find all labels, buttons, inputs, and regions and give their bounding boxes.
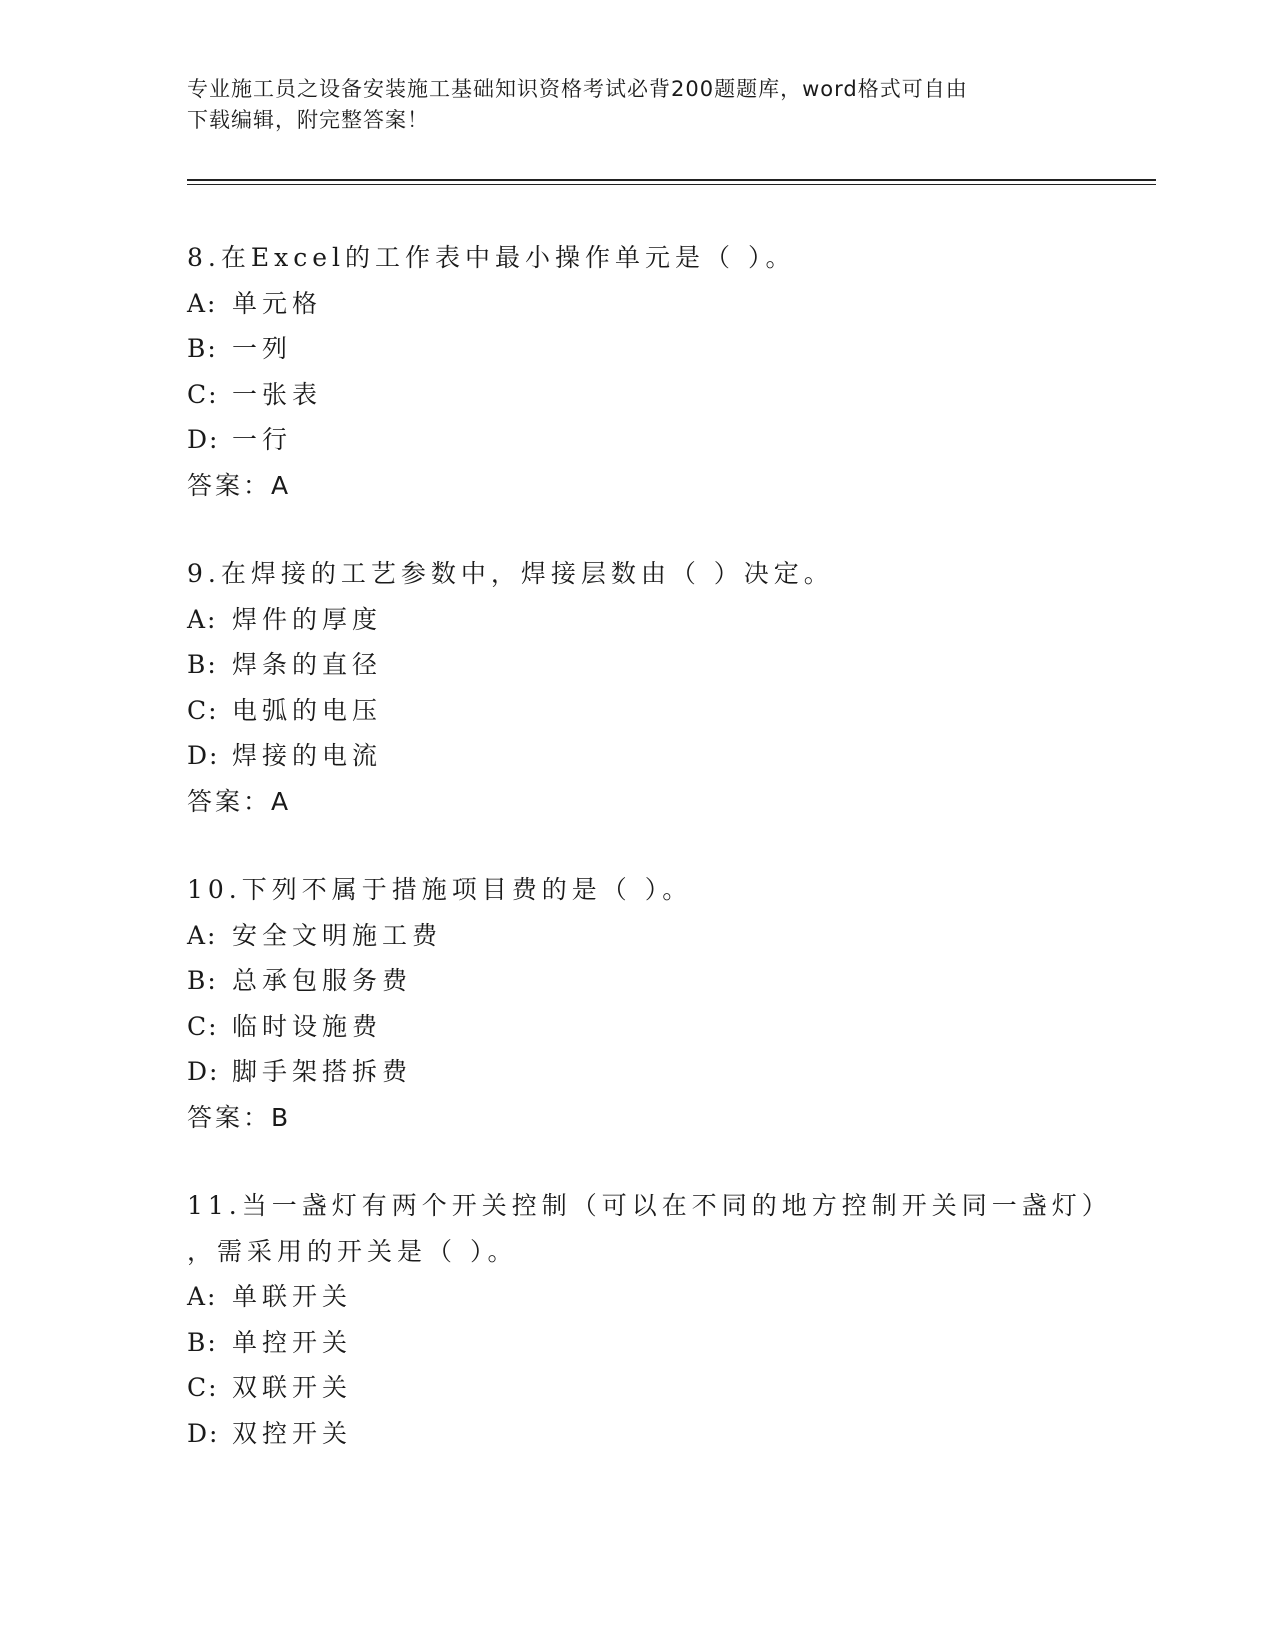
option-a	[187, 913, 1147, 959]
option-text: 安全文明施工费	[232, 920, 443, 950]
option-text: 一张表	[232, 379, 323, 409]
option-c	[187, 1365, 1147, 1411]
option-key: B:	[187, 334, 218, 363]
option-b	[187, 1320, 1147, 1366]
option-text: 焊条的直径	[232, 650, 383, 679]
option-b	[187, 958, 1147, 1004]
option-key: A:	[187, 1282, 218, 1311]
option-key: A:	[187, 288, 218, 318]
option-text: 单元格	[232, 288, 323, 318]
question-9	[187, 551, 1147, 824]
question-stem: 8.在Excel的工作表中最小操作单元是（ ）。	[187, 243, 796, 272]
option-b	[187, 326, 1147, 372]
option-key: C:	[187, 695, 219, 725]
option-text: 临时设施费	[232, 1011, 383, 1041]
question-10	[187, 867, 1147, 1140]
option-key: C:	[187, 1011, 219, 1041]
option-key: D:	[187, 425, 220, 454]
option-key: D:	[187, 741, 220, 770]
question-list	[187, 235, 1147, 1499]
option-text: 一列	[232, 334, 293, 363]
option-c	[187, 688, 1147, 734]
option-a	[187, 281, 1147, 327]
option-text: 脚手架搭拆费	[232, 1057, 413, 1086]
option-key: B:	[187, 1327, 218, 1357]
option-d	[187, 733, 1147, 779]
answer-line: 答案：A	[187, 470, 292, 500]
header-line-1: 专业施工员之设备安装施工基础知识资格考试必背200题题库，word格式可自由	[187, 77, 968, 101]
answer-line: 答案：A	[187, 786, 292, 816]
option-text: 电弧的电压	[232, 695, 383, 725]
option-d	[187, 1411, 1147, 1457]
question-stem: 10.下列不属于措施项目费的是（ ）。	[187, 875, 693, 904]
option-key: A:	[187, 604, 218, 634]
option-c	[187, 1004, 1147, 1050]
question-8	[187, 235, 1147, 508]
answer-line: 答案：B	[187, 1102, 292, 1132]
option-key: D:	[187, 1418, 220, 1448]
option-key: D:	[187, 1057, 220, 1086]
header-line-2: 下载编辑，附完整答案！	[187, 108, 429, 132]
option-key: C:	[187, 1373, 219, 1402]
option-text: 总承包服务费	[232, 966, 413, 995]
option-text: 焊接的电流	[232, 741, 383, 770]
option-d	[187, 1049, 1147, 1095]
option-key: C:	[187, 379, 219, 409]
option-key: A:	[187, 920, 218, 950]
question-11	[187, 1183, 1147, 1456]
question-stem: 9.在焊接的工艺参数中，焊接层数由（ ）决定。	[187, 559, 834, 588]
option-a	[187, 1274, 1147, 1320]
option-d	[187, 417, 1147, 463]
option-c	[187, 372, 1147, 418]
option-a	[187, 597, 1147, 643]
option-key: B:	[187, 650, 218, 679]
option-text: 双控开关	[232, 1418, 353, 1448]
option-text: 双联开关	[232, 1373, 353, 1402]
header-divider-thick	[187, 179, 1156, 181]
option-text: 单控开关	[232, 1327, 353, 1357]
question-stem-line-2: ，需采用的开关是（ ）。	[187, 1236, 518, 1266]
option-text: 单联开关	[232, 1282, 353, 1311]
option-b	[187, 642, 1147, 688]
header-divider-thin	[187, 184, 1156, 185]
question-stem-line-1: 11.当一盏灯有两个开关控制（可以在不同的地方控制开关同一盏灯）	[187, 1191, 1112, 1220]
option-text: 焊件的厚度	[232, 604, 383, 634]
document-header	[187, 74, 1087, 136]
option-key: B:	[187, 966, 218, 995]
option-text: 一行	[232, 425, 293, 454]
